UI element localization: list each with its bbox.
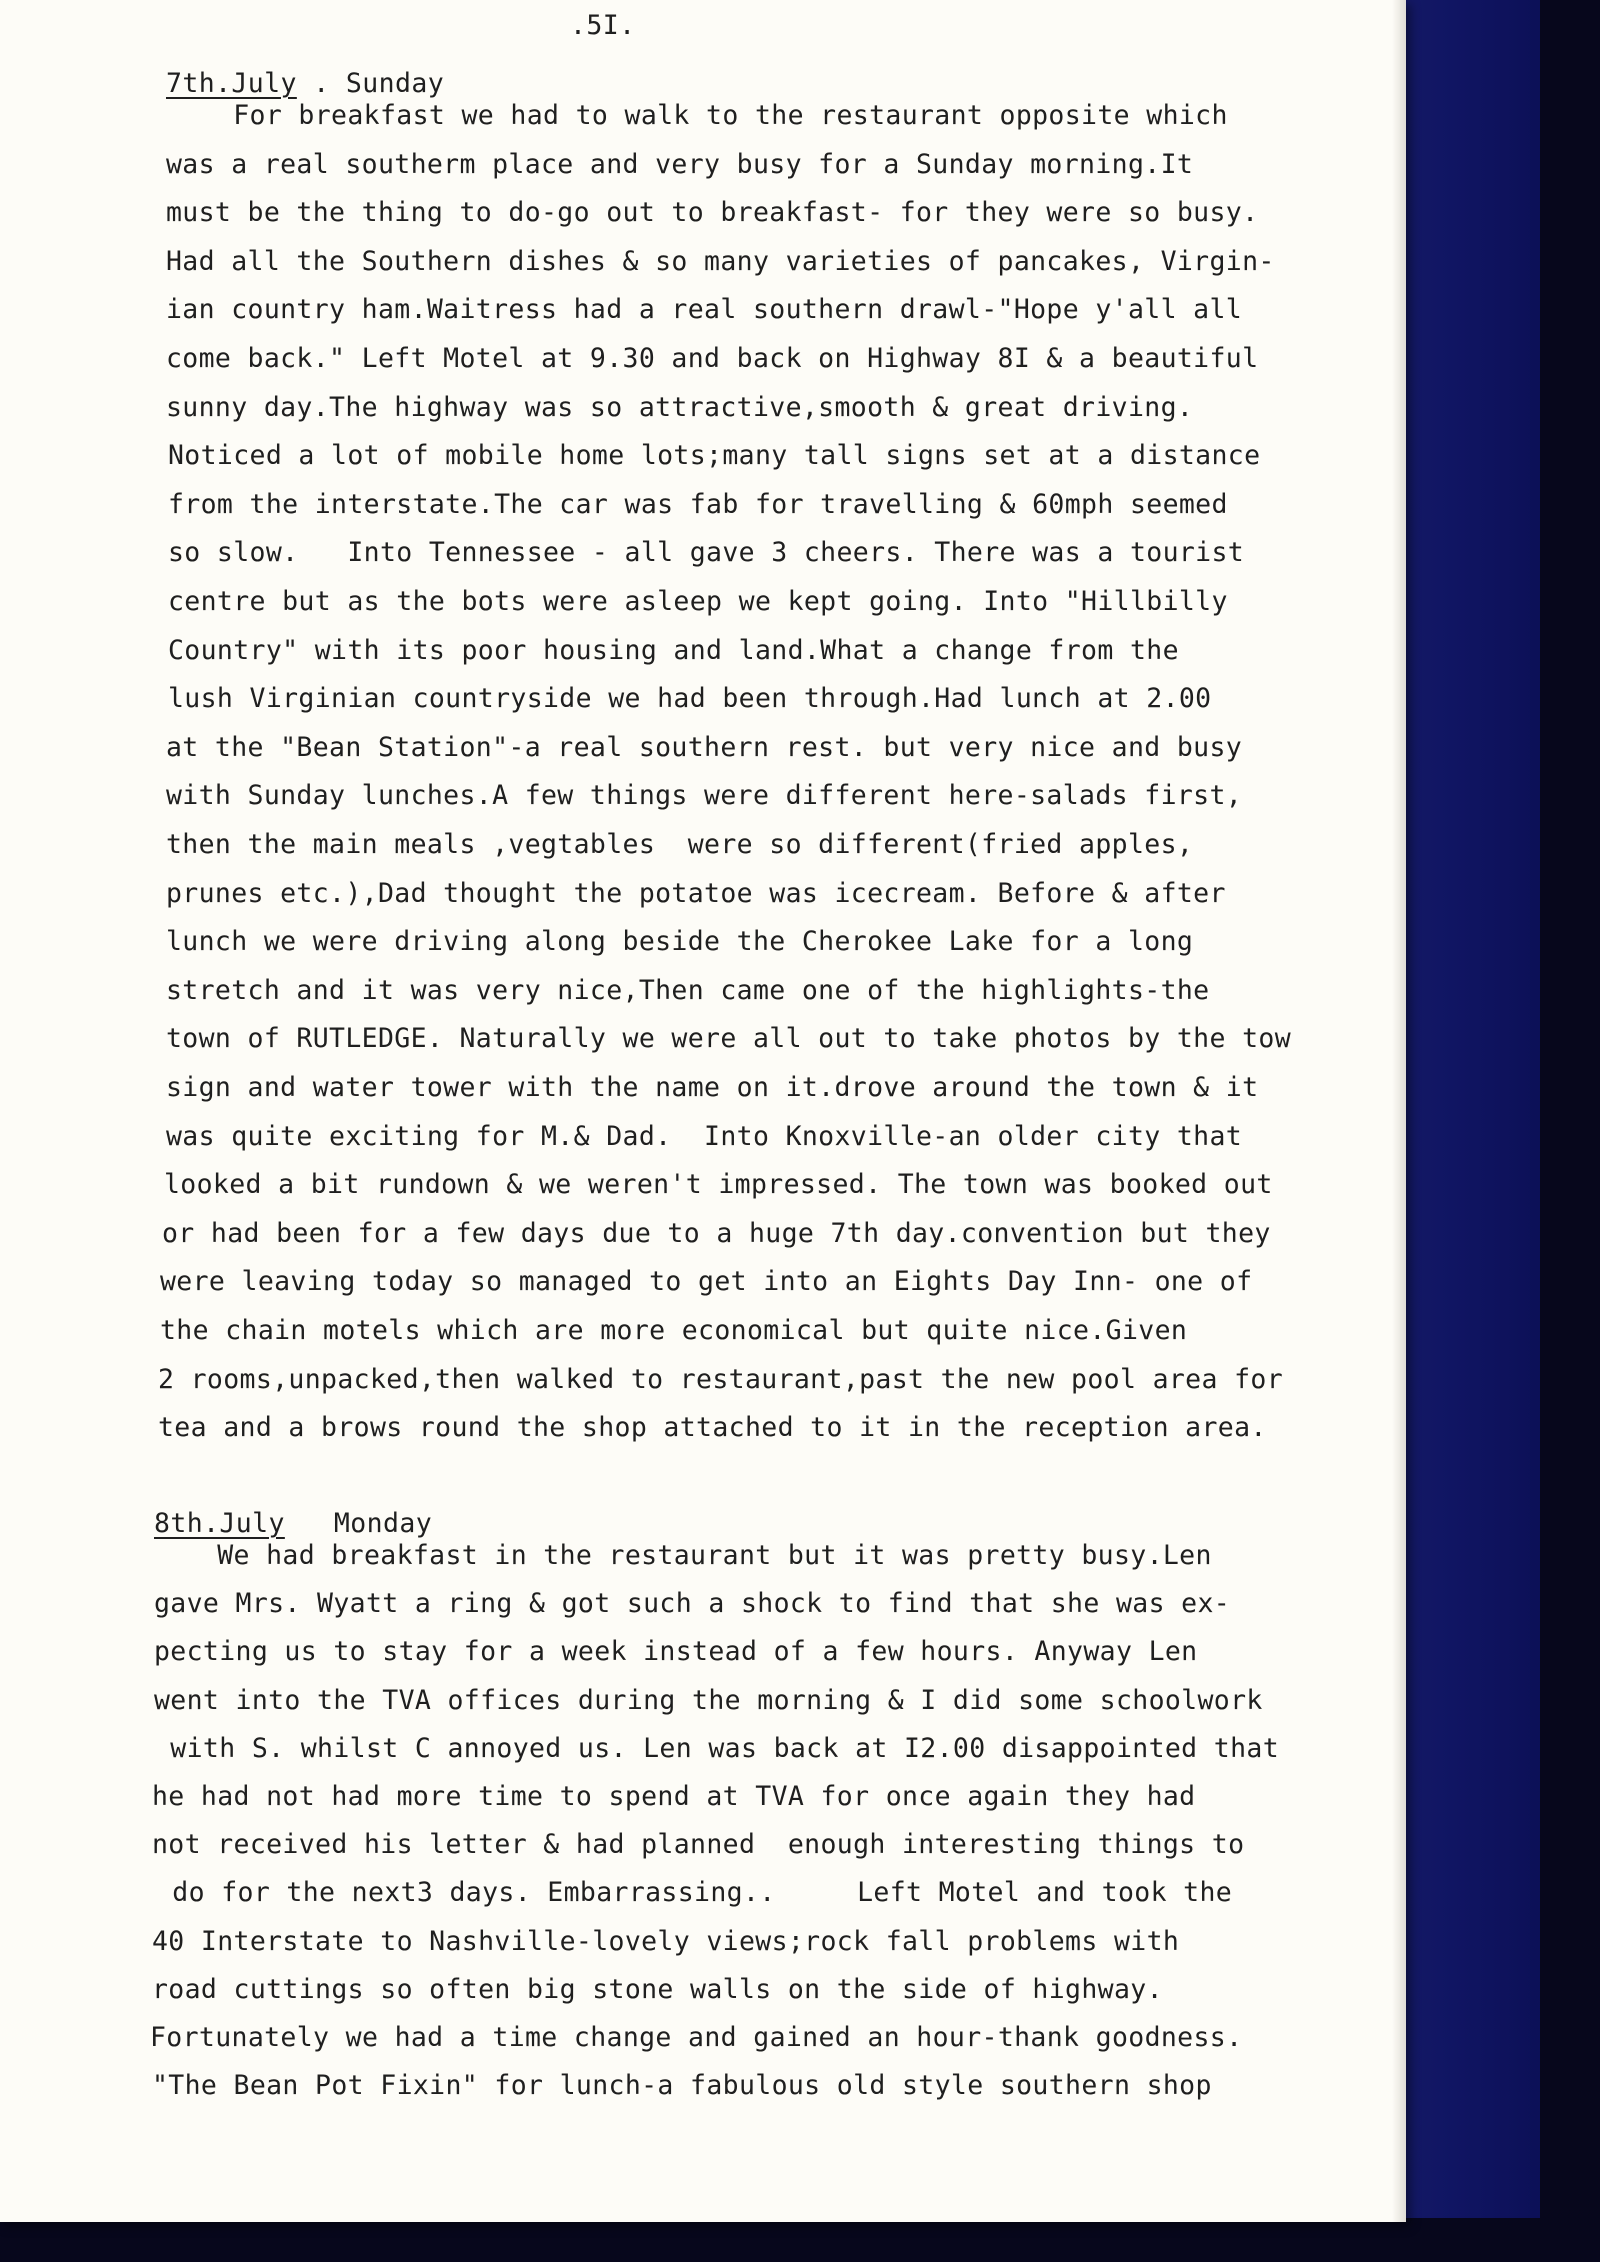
text-line: "The Bean Pot Fixin" for lunch-a fabulous old style southern shop [152, 2070, 1212, 2102]
text-line: was a real southerm place and very busy for a Sunday morning.It [166, 148, 1194, 180]
text-line: 40 Interstate to Nashville-lovely views;rock fall problems with [152, 1925, 1180, 1957]
text-line: was quite exciting for M.& Dad. Into Knoxville-an older city that [166, 1120, 1243, 1152]
text-line: do for the next3 days. Embarrassing.. Left Motel and took the [156, 1877, 1233, 1909]
entry-separator: . [296, 68, 346, 99]
entry-date: 7th.July [166, 68, 297, 99]
text-line: the chain motels which are more economical but quite nice.Given [160, 1315, 1188, 1346]
text-line: Fortunately we had a time change and gained an hour-thank goodness. [150, 2022, 1243, 2053]
text-line: with S. whilst C annoyed us. Len was back at I2.00 disappointed that [154, 1732, 1279, 1764]
page-number: .5I. [570, 10, 636, 41]
entry-date: 8th.July [154, 1508, 285, 1539]
text-line: from the interstate.The car was fab for travelling & 60mph seemed [168, 488, 1228, 520]
text-line: with Sunday lunches.A few things were different here-salads first, [166, 780, 1243, 812]
text-line: ian country ham.Waitress had a real southern drawl-"Hope y'all all [166, 294, 1243, 326]
text-line: then the main meals ,vegtables were so different(fried apples, [166, 829, 1194, 860]
text-line: at the "Bean Station"-a real southern rest. but very nice and busy [166, 731, 1243, 763]
text-line: went into the TVA offices during the morning & I did some schoolwork [154, 1684, 1263, 1716]
entry-day: Sunday [345, 68, 445, 99]
text-line: For breakfast we had to walk to the restaurant opposite which [168, 100, 1228, 131]
text-line: gave Mrs. Wyatt a ring & got such a shock to find that she was ex- [154, 1588, 1231, 1620]
text-line: Had all the Southern dishes & so many varieties of pancakes, Virgin- [166, 245, 1275, 277]
entry-day: Monday [333, 1508, 433, 1539]
text-line: not received his letter & had planned enough interesting things to [152, 1829, 1245, 1861]
binder-cover [1392, 0, 1542, 2262]
text-line: sign and water tower with the name on it.drove around the town & it [166, 1072, 1259, 1103]
scan-background-bottom [0, 2218, 1600, 2262]
text-line: tea and a brows round the shop attached to it in the reception area. [158, 1412, 1267, 1444]
text-line: We had breakfast in the restaurant but it was pretty busy.Len [152, 1540, 1212, 1571]
text-line: centre but as the bots were asleep we kept going. Into "Hillbilly [168, 586, 1228, 617]
text-line: 2 rooms,unpacked,then walked to restaurant,past the new pool area for [158, 1363, 1283, 1395]
text-line: sunny day.The highway was so attractive,smooth & great driving. [166, 391, 1194, 423]
text-line: he had not had more time to spend at TVA for once again they had [152, 1781, 1196, 1812]
text-line: must be the thing to do-go out to breakfast- for they were so busy. [166, 197, 1259, 229]
text-line: Country" with its poor housing and land.What a change from the [168, 634, 1179, 666]
text-line: pecting us to stay for a week instead of a few hours. Anyway Len [154, 1636, 1198, 1668]
text-line: road cuttings so often big stone walls on the side of highway. [152, 1973, 1163, 2005]
text-line: come back." Left Motel at 9.30 and back on Highway 8I & a beautiful [166, 343, 1259, 374]
text-line: lunch we were driving along beside the Cherokee Lake for a long [166, 926, 1194, 958]
entry-separator [285, 1508, 334, 1539]
text-line: were leaving today so managed to get into an Eights Day Inn- one of [160, 1266, 1253, 1298]
text-line: stretch and it was very nice,Then came one of the highlights-the [166, 974, 1210, 1006]
text-line: lush Virginian countryside we had been through.Had lunch at 2.00 [168, 683, 1212, 715]
text-line: prunes etc.),Dad thought the potatoe was icecream. Before & after [166, 877, 1226, 909]
text-line: Noticed a lot of mobile home lots;many tall signs set at a distance [168, 440, 1261, 472]
text-line: so slow. Into Tennessee - all gave 3 cheers. There was a tourist [168, 537, 1245, 569]
text-line: or had been for a few days due to a huge 7th day.convention but they [162, 1217, 1271, 1249]
scan-background-edge [1540, 0, 1600, 2262]
text-line: town of RUTLEDGE. Naturally we were all out to take photos by the tow [166, 1023, 1291, 1055]
text-line: looked a bit rundown & we weren't impressed. The town was booked out [164, 1169, 1273, 1201]
